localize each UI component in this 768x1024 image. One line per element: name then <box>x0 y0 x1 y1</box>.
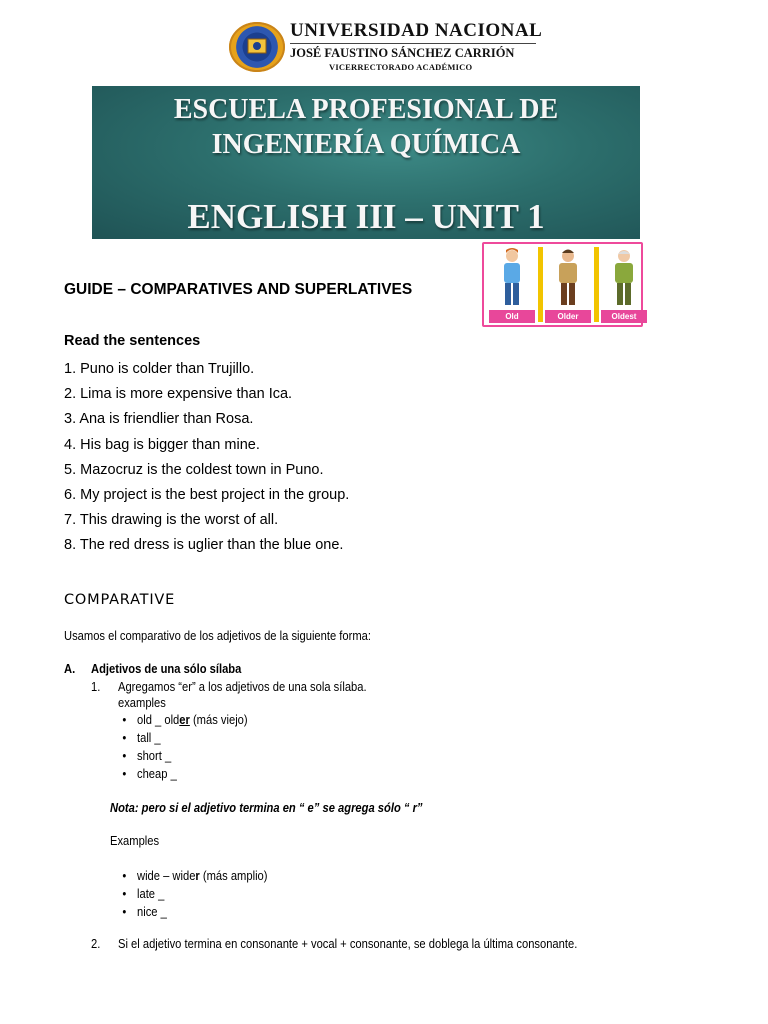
banner-course-title: ENGLISH III – UNIT 1 <box>187 197 545 236</box>
item1-text: Agregamos “er” a los adjetivos de una sola sílaba. <box>118 679 367 694</box>
title-banner <box>92 86 640 239</box>
label-old: Old <box>489 310 535 323</box>
example-bullet: • old _ older (más viejo) <box>137 712 248 727</box>
item2-text: Si el adjetivo termina en consonante + vocal + consonante, se doblega la última consonante. <box>118 936 578 951</box>
examples-label-2: Examples <box>110 833 160 848</box>
sentence-item: 3. Ana is friendlier than Rosa. <box>64 411 254 427</box>
examples-label: examples <box>118 695 166 710</box>
item2-number: 2. <box>91 936 101 951</box>
sentence-item: 8. The red dress is uglier than the blue one. <box>64 537 344 553</box>
section-a-letter: A. <box>64 661 76 676</box>
university-title: UNIVERSIDAD NACIONAL <box>290 20 543 41</box>
comparative-heading: COMPARATIVE <box>64 592 176 608</box>
label-older: Older <box>545 310 591 323</box>
sentence-item: 5. Mazocruz is the coldest town in Puno. <box>64 462 324 478</box>
age-comparison-picture <box>482 242 643 327</box>
section-a-title: Adjetivos de una sólo sílaba <box>91 661 242 676</box>
note-text: Nota: pero si el adjetivo termina en “ e” se agrega sólo “ r” <box>110 800 423 815</box>
banner-school-line2: INGENIERÍA QUÍMICA <box>211 129 521 160</box>
sentence-item: 7. This drawing is the worst of all. <box>64 512 279 528</box>
old-man-figure <box>599 247 649 325</box>
young-man-figure <box>487 247 537 325</box>
header-rule <box>290 43 536 44</box>
university-seal <box>229 22 285 72</box>
banner-school-line1: ESCUELA PROFESIONAL DE <box>173 94 559 125</box>
example-bullet: • short _ <box>137 748 171 763</box>
middle-aged-man-figure <box>543 247 593 325</box>
example-bullet: • late _ <box>137 886 164 901</box>
university-name: JOSÉ FAUSTINO SÁNCHEZ CARRIÓN <box>290 46 515 60</box>
label-oldest: Oldest <box>601 310 647 323</box>
example-bullet: • tall _ <box>137 730 161 745</box>
example-bullet: • nice _ <box>137 904 167 919</box>
sentence-item: 2. Lima is more expensive than Ica. <box>64 386 293 402</box>
office-name: VICERRECTORADO ACADÉMICO <box>329 62 473 72</box>
sentence-item: 6. My project is the best project in the group. <box>64 487 350 503</box>
sentence-item: 4. His bag is bigger than mine. <box>64 437 260 453</box>
example-bullet: • wide – wider (más amplio) <box>137 868 268 883</box>
guide-title: GUIDE – COMPARATIVES AND SUPERLATIVES <box>64 281 413 298</box>
read-sentences-heading: Read the sentences <box>64 333 201 349</box>
item1-number: 1. <box>91 679 101 694</box>
comparative-intro: Usamos el comparativo de los adjetivos de la siguiente forma: <box>64 628 371 643</box>
sentence-item: 1. Puno is colder than Trujillo. <box>64 361 255 377</box>
example-bullet: • cheap _ <box>137 766 177 781</box>
